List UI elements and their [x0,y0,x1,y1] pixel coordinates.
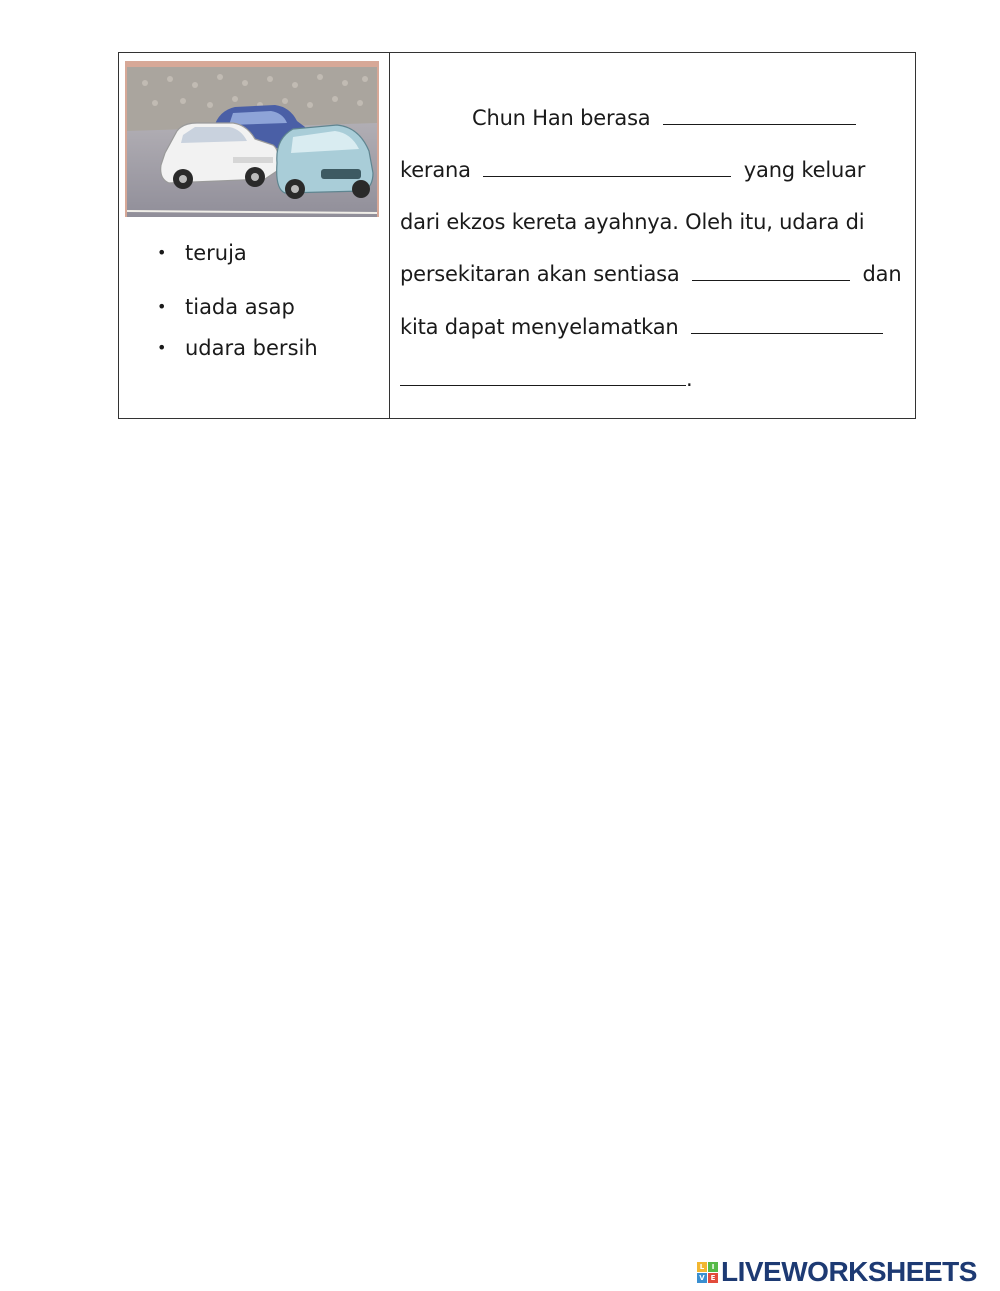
logo-letter: I [708,1262,718,1272]
paragraph-line [400,209,864,235]
word-bank-item: tiada asap [185,295,295,319]
paragraph-line [400,261,901,287]
liveworksheets-logo [697,1258,977,1286]
bullet-icon: • [157,243,167,262]
word-bank-item: udara bersih [185,336,318,360]
paragraph-line [400,366,692,392]
paragraph-line [400,314,883,340]
line-text: kerana [400,158,471,182]
logo-text: LIVEWORKSHEETS [721,1256,977,1287]
logo-letter: L [697,1262,707,1272]
paragraph-line [400,157,865,183]
paragraph-line [472,105,856,131]
word-bank-item: teruja [185,241,247,265]
answer-blank-5[interactable] [400,367,686,386]
bullet-icon: • [157,297,167,316]
line-text: . [686,367,693,391]
line-text: dan [862,262,902,286]
exercise-table [118,52,916,419]
bullet-icon: • [157,338,167,357]
line-text: persekitaran akan sentiasa [400,262,680,286]
logo-letter: E [708,1273,718,1283]
answer-blank-2[interactable] [483,158,731,177]
line-text: Chun Han berasa [472,106,651,130]
answer-blank-1[interactable] [663,106,856,125]
logo-letter: V [697,1273,707,1283]
word-bank-cell [119,53,390,418]
liveworksheets-logo-icon [697,1262,718,1283]
line-text: kita dapat menyelamatkan [400,315,679,339]
paragraph-cell [390,53,915,418]
cars-picture [125,61,379,223]
line-text: yang keluar [743,158,866,182]
answer-blank-3[interactable] [692,262,850,281]
line-text: dari ekzos kereta ayahnya. Oleh itu, udara di [400,210,865,234]
answer-blank-4[interactable] [691,315,883,334]
